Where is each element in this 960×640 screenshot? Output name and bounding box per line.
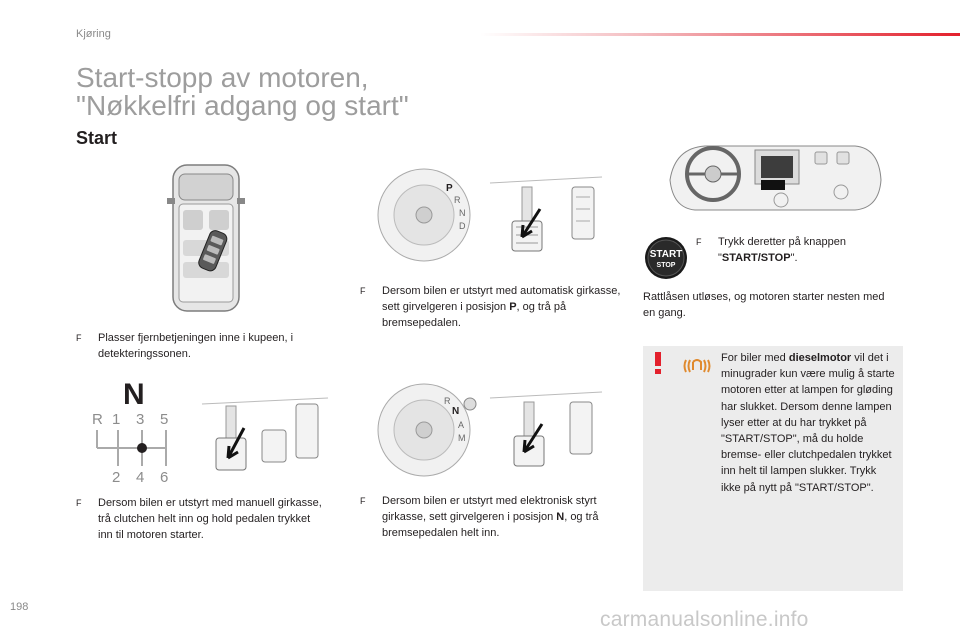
electronic-gear-n: N — [452, 406, 460, 417]
electronic-gearbox-illustration — [372, 380, 607, 480]
dashboard-illustration — [665, 140, 885, 218]
stop-label: STOP — [656, 262, 676, 269]
bullet-icon: F — [76, 333, 82, 343]
manual-gear-6: 6 — [160, 469, 169, 486]
manual-gear-3: 3 — [136, 411, 145, 428]
step-key-inside — [76, 330, 326, 362]
section-header: Kjøring — [76, 28, 111, 40]
start-stop-button-icon — [644, 236, 688, 280]
page-title-line2: "Nøkkelfri adgang og start" — [76, 90, 409, 121]
auto-gear-d: D — [459, 221, 466, 231]
diesel-warning-box — [643, 346, 903, 591]
page-number: 198 — [10, 601, 29, 613]
electronic-gear-a: A — [458, 420, 465, 430]
diesel-warning-text: For biler med dieselmotor vil det i minugrader kun være mulig å starte motoren etter at lampen for gløding har slukket. Dersom denne lampen lyser etter at du har trykket på "START/STOP", må du holde bremse- eller clutchpedalen trykket inn helt til lampen slukker. Trykk ikke på nytt på "START/STOP". — [721, 352, 895, 494]
auto-gear-r: R — [454, 195, 461, 205]
manual-gear-1: 1 — [112, 411, 121, 428]
section-subheading: Start — [76, 128, 118, 148]
step-automatic: F Dersom bilen er utstyrt med automatisk girkasse, sett girvelgeren i posisjon P, og trå på bremsepedalen. — [360, 285, 621, 329]
glow-plug-icon — [683, 358, 711, 374]
manual-gear-4: 4 — [136, 469, 145, 486]
start-label: START — [649, 249, 683, 260]
step-manual-text: Dersom bilen er utstyrt med manuell girkasse, trå clutchen helt inn og hold pedalen trykket inn til motoren starter. — [98, 497, 322, 541]
bullet-icon: F — [696, 237, 702, 247]
bullet-icon: F — [360, 496, 366, 506]
page-title — [76, 64, 409, 120]
van-top-view-illustration — [165, 160, 255, 315]
step-press-start-stop: F Trykk deretter på knappen "START/STOP". — [696, 236, 846, 264]
auto-gear-n: N — [459, 208, 466, 218]
step-electronic: F Dersom bilen er utstyrt med elektronisk styrt girkasse, sett girvelgeren i posisjon N, og trå bremsepedalen helt inn. — [360, 495, 599, 539]
electronic-gear-r: R — [444, 396, 451, 406]
electronic-gear-m: M — [458, 433, 466, 443]
watermark: carmanualsonline.info — [600, 608, 809, 631]
header-accent-bar — [480, 33, 960, 36]
step-key-inside-text: Plasser fjernbetjeningen inne i kupeen, i detekteringssonen. — [98, 332, 294, 360]
manual-gear-2: 2 — [112, 469, 121, 486]
manual-neutral-letter: N — [123, 378, 145, 411]
manual-gear-r: R — [92, 411, 103, 428]
exclamation-icon — [651, 352, 665, 374]
auto-gear-p: P — [446, 183, 453, 194]
bullet-icon: F — [360, 286, 366, 296]
bullet-icon: F — [76, 498, 82, 508]
manual-gearbox-illustration — [90, 378, 330, 488]
page-title-line1: Start-stopp av motoren, — [76, 62, 369, 93]
manual-gear-5: 5 — [160, 411, 169, 428]
step-manual — [76, 495, 326, 543]
automatic-gearbox-illustration — [372, 165, 607, 265]
result-paragraph: Rattlåsen utløses, og motoren starter nesten med en gang. — [643, 291, 885, 319]
